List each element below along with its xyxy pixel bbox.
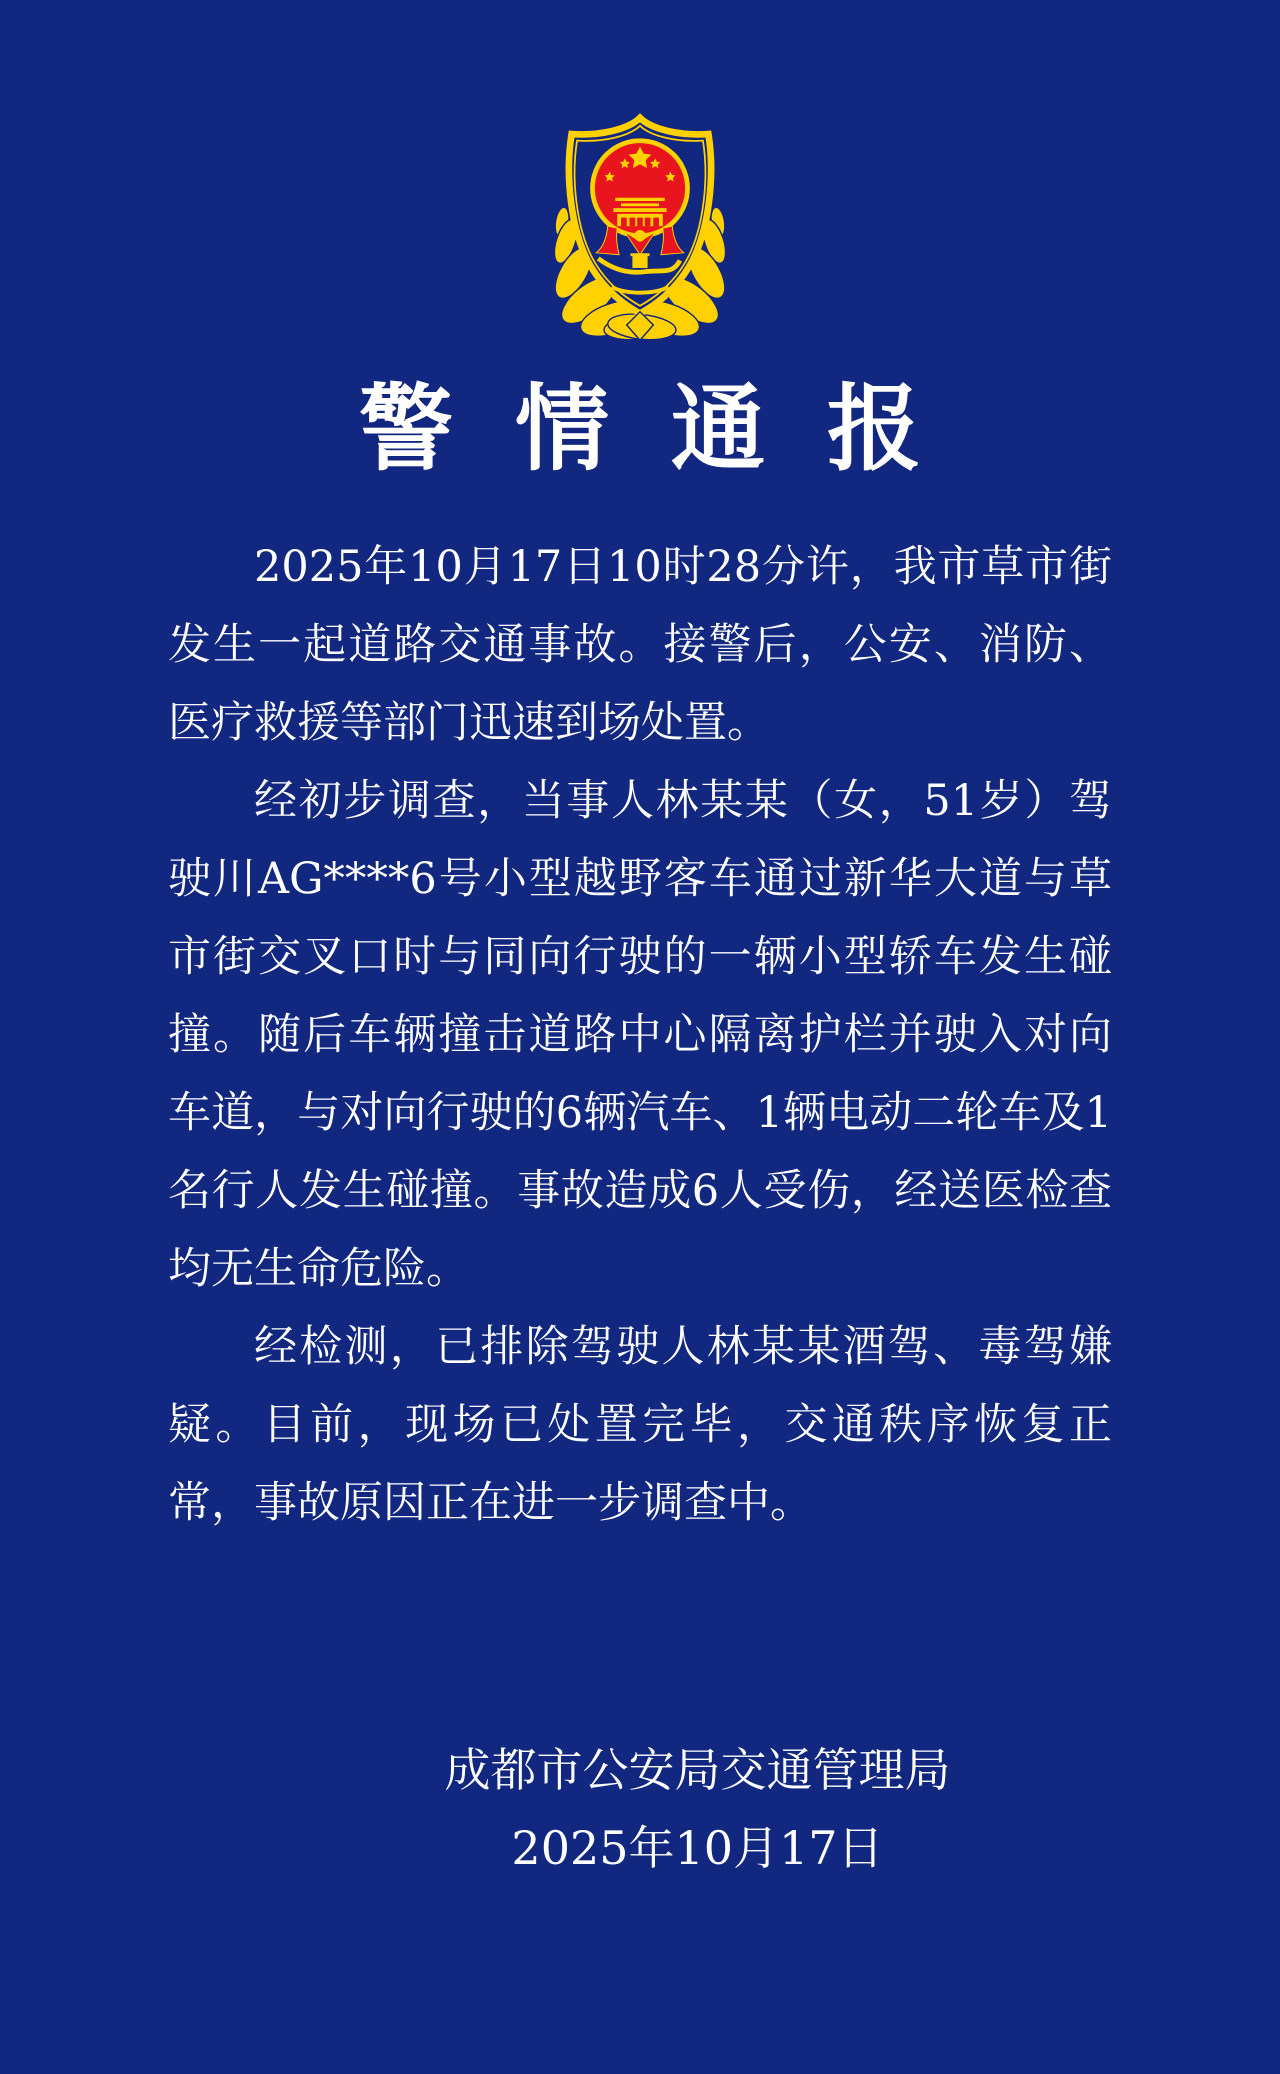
police-badge-icon — [545, 112, 735, 348]
notice-date: 2025年10月17日 — [511, 1821, 884, 1875]
notice-title: 警情通报 — [358, 374, 983, 484]
notice-footer — [115, 1731, 1280, 1887]
notice-body — [168, 528, 1112, 1542]
issuing-authority: 成都市公安局交通管理局 — [444, 1743, 951, 1797]
body-paragraph-1: 2025年10月17日10时28分许，我市草市街发生一起道路交通事故。接警后，公安、消防、医疗救援等部门迅速到场处置。 — [168, 542, 1112, 748]
gear-knot — [634, 230, 645, 241]
body-paragraph-2: 经初步调查，当事人林某某（女，51岁）驾驶川AG****6号小型越野客车通过新华大道与草市街交叉口时与同向行驶的一辆小型轿车发生碰撞。随后车辆撞击道路中心隔离护栏并驶入对向车道，与对向行驶的6辆汽车、1辆电动二轮车及1名行人发生碰撞。事故造成6人受伤，经送医检查均无生命危险。 — [168, 776, 1112, 1294]
body-paragraph-3: 经检测，已排除驾驶人林某某酒驾、毒驾嫌疑。目前，现场已处置完毕，交通秩序恢复正常，事故原因正在进一步调查中。 — [168, 1322, 1112, 1528]
police-badge-emblem — [545, 112, 735, 348]
